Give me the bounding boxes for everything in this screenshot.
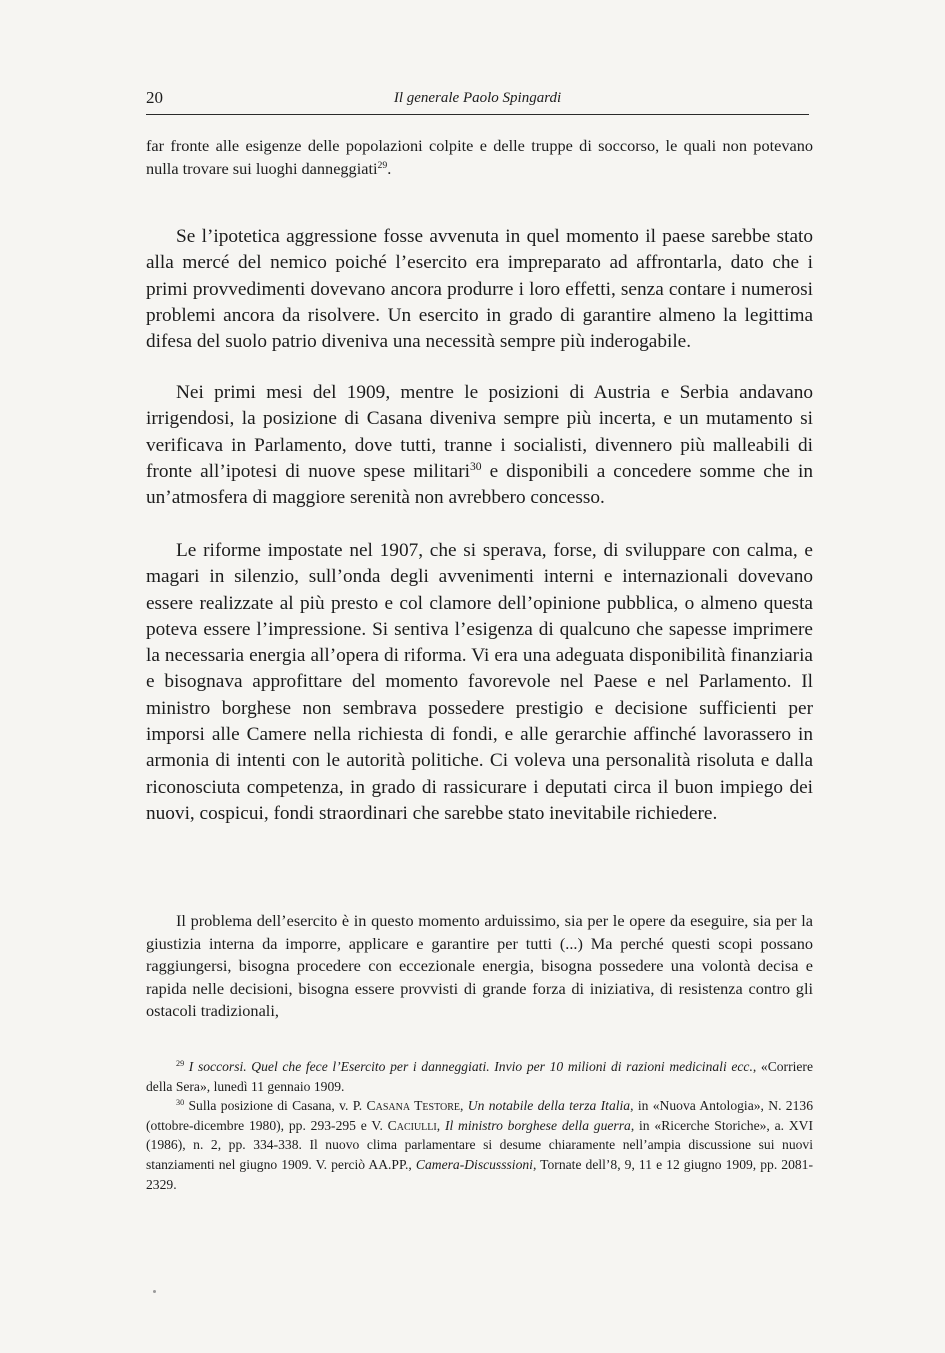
block-quote: Il problema dell’esercito è in questo momento arduissimo, sia per le opere da eseguire, sia per la giustizia interna da imporre, applicare e garantire per tutti (...) Ma perché questi scopi possano raggiungersi, bisogna procedere con eccezionale energia, bisogna possedere una volontà decisa e rapida nelle decisioni, bisogna essere provvisti di grande forza di iniziativa, di resistenza contro gli ostacoli tradizionali, bbox=[146, 911, 813, 1020]
footnote-ref-29[interactable]: 29 bbox=[377, 159, 388, 171]
running-title: Il generale Paolo Spingardi bbox=[393, 90, 562, 106]
paragraph-riforme: Le riforme impostate nel 1907, che si sperava, forse, di sviluppare con calma, e magari in silenzio, sull’onda degli avvenimenti interni e internazionali dovevano essere realizzate al più presto e col clamore dell’opinione pubblica, o almeno questa poteva essere l’impressione. Si sentiva l’esigenza di qualcuno che sapesse imprimere la necessaria energia all’opera di riforma. Vi era una adeguata disponibilità finanziaria e bisognava approfittare del momento favorevole nel Paese e nel Parlamento. Il ministro borghese non sembrava possedere prestigio e decisione sufficienti per imporsi alle Camere nella richiesta di fondi, e alle gerarchie affinché lavorassero in armonia di intenti con le autorità politiche. Ci voleva una personalità risoluta e dalla riconosciuta competenza, in grado di rassicurare i deputati circa il buon impiego dei nuovi, cospicui, fondi straordinari che sarebbe stato inevitabile richiedere. bbox=[146, 540, 813, 824]
footnote-29: $^{29}$ I soccorsi. Quel che fece l’Esercito per i danneggiati. Invio per 10 milioni di razioni medicinali ecc., «Corriere della Sera», lunedì 11 gennaio 1909. bbox=[146, 1059, 813, 1094]
footnote-30: $^{30}$ Sulla posizione di Casana, v. P. Casana Testore, Un notabile della terza Italia, in «Nuova Antologia», N. 2136 (ottobre-dicembre 1980), pp. 293-295 e V. Caciulli, Il ministro borghese della guerra, in «Ricerche Storiche», a. XVI (1986), n. 2, pp. 334-338. Il nuovo clima parlamentare si desume chiaramente nell’ampia discussione sui nuovi stanziamenti nel giugno 1909. V. perciò AA.PP., Camera-Discusssioni, Tornate dell’8, 9, 11 e 12 giugno 1909, pp. 2081-2329. bbox=[146, 1098, 814, 1192]
footnotes bbox=[146, 1057, 813, 1194]
page-number: 20 bbox=[146, 88, 163, 107]
scan-speck bbox=[153, 1290, 156, 1293]
paragraph-1909: Nei primi mesi del 1909, mentre le posizioni di Austria e Serbia andavano irrigendosi, la posizione di Casana diveniva sempre più incerta, e un mutamento si verificava in Parlamento, dove tutti, tranne i socialisti, divennero più malleabili di fronte all’ipotesi di nuove spese militari$^{30}$ e disponibili a concedere somme che in un’atmosfera di maggiore serenità non avrebbero concesso. bbox=[146, 382, 813, 509]
footnote-ref-30[interactable]: 30 bbox=[469, 459, 482, 473]
running-header bbox=[146, 88, 809, 115]
paragraph-continuation: far fronte alle esigenze delle popolazioni colpite e delle truppe di soccorso, le quali non potevano nulla trovare sui luoghi danneggiati$^{29}$. bbox=[146, 136, 813, 178]
paragraph-aggression: Se l’ipotetica aggressione fosse avvenuta in quel momento il paese sarebbe stato alla mercé del nemico poiché l’esercito era impreparato ad affrontarla, dato che i primi provvedimenti dovevano ancora produrre i loro effetti, senza contare i numerosi problemi ancora da risolvere. Un esercito in grado di garantire almeno la legittima difesa del suolo patrio diveniva una necessità sempre più inderogabile. bbox=[146, 226, 813, 353]
